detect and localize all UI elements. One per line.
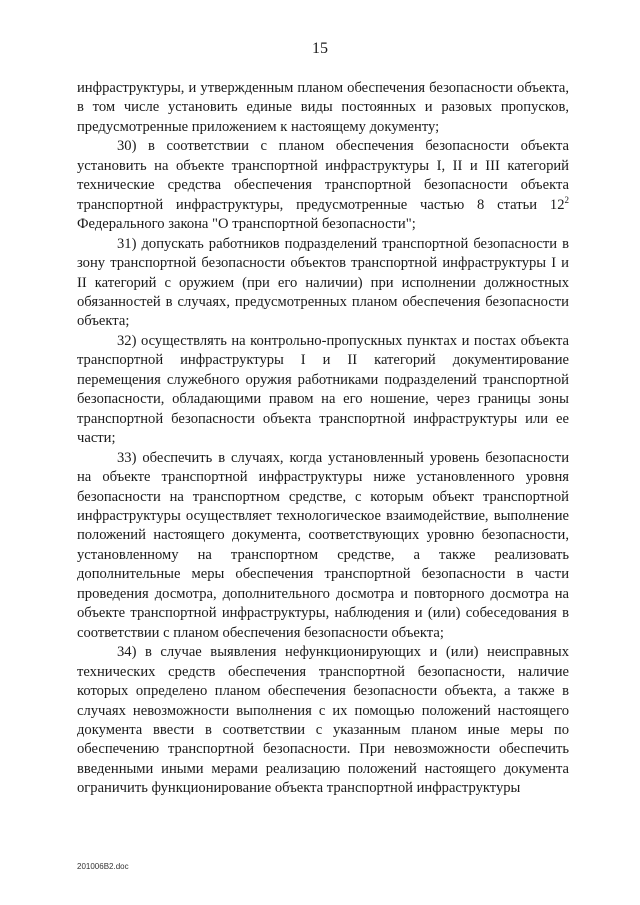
superscript: 2 <box>564 194 569 205</box>
paragraph-item-32: 32) осуществлять на контрольно-пропускных пунктах и постах объекта транспортной инфраструктуры I и II категорий документирование перемещения служебного оружия работниками подразделений транспортной безопасности, обладающими правом на его ношение, через границы зоны транспортной безопасности объекта транспортной инфраструктуры или ее части; <box>77 332 569 447</box>
paragraph-item-31: 31) допускать работников подразделений транспортной безопасности в зону транспортной безопасности объектов транспортной инфраструктуры I и II категорий с оружием (при его наличии) при исполнении должностных обязанностей в случаях, предусмотренных планом обеспечения безопасности объекта; <box>77 235 569 330</box>
page-number: 15 <box>312 40 328 57</box>
paragraph-item-34: 34) в случае выявления нефункционирующих и (или) неисправных технических средств обеспечения транспортной безопасности, наличие которых определено планом обеспечения безопасности объекта, а также в случаях невозможности выполнения с их помощью положений настоящего документа ввести в соответствии с указанным планом иные меры по обеспечению транспортной безопасности. При невозможности обеспечить введенными иными мерами реализацию положений настоящего документа ограничить функционирование объекта транспортной инфраструктуры <box>77 644 569 797</box>
paragraph-item-33: 33) обеспечить в случаях, когда установленный уровень безопасности на объекте транспортной инфраструктуры ниже установленного уровня безопасности на транспортном средстве, с которым объект транспортной инфраструктуры осуществляет технологическое взаимодействие, выполнение положений настоящего документа, соответствующих уровню безопасности, установленному на транспортном средстве, а также реализовать дополнительные меры обеспечения транспортной безопасности в части проведения досмотра, дополнительного досмотра и повторного досмотра на объекте транспортной инфраструктуры, наблюдения и (или) собеседования в соответствии с планом обеспечения безопасности объекта; <box>77 449 569 641</box>
paragraph-item-30 <box>77 137 569 234</box>
paragraph-text: 30) в соответствии с планом обеспечения безопасности объекта установить на объекте транспортной инфраструктуры I, II и III категорий технические средства обеспечения транспортной безопасности объекта транспортной инфраструктуры, предусмотренные частью 8 статьи 12 <box>77 138 569 213</box>
document-body <box>77 79 569 799</box>
paragraph-text-after: Федерального закона "О транспортной безопасности"; <box>77 216 416 233</box>
paragraph-continuation: инфраструктуры, и утвержденным планом обеспечения безопасности объекта, в том числе установить единые виды постоянных и разовых пропусков, предусмотренные приложением к настоящему документу; <box>77 80 569 135</box>
footer-filename: 201006B2.doc <box>77 862 129 871</box>
